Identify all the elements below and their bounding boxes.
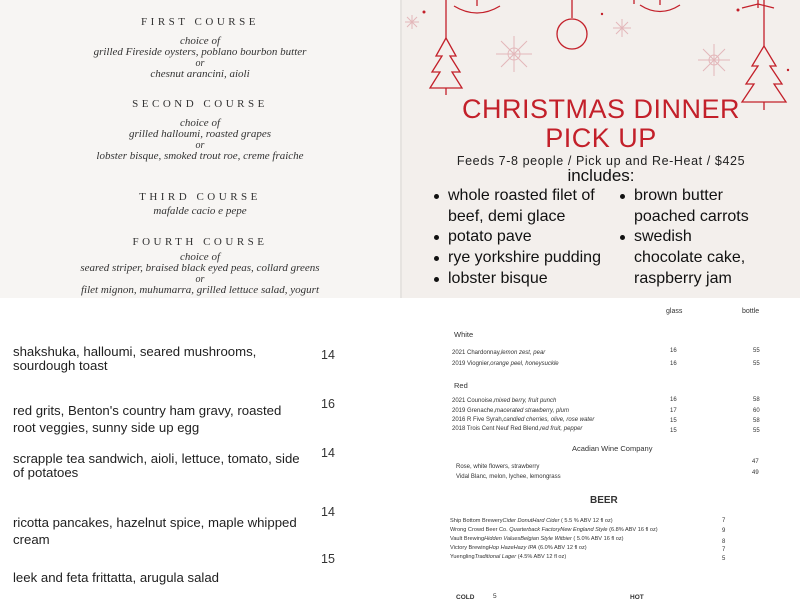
first-course-title: FIRST COURSE [141, 16, 259, 28]
second-course-line: grilled halloumi, roasted grapes [129, 128, 271, 140]
second-course-line: choice of [179, 117, 220, 129]
first-course-line: choice of [179, 35, 220, 47]
beer-brewery: Yuengling [450, 554, 475, 560]
second-course-line: or [195, 140, 205, 151]
bottle-column-header: bottle [742, 308, 760, 315]
second-course-section [0, 98, 400, 162]
brunch-item-price: 14 [321, 348, 335, 362]
wine-notes: mixed berry, fruit punch [494, 398, 557, 404]
ornament-icon [557, 0, 587, 49]
beer-price: 7 [722, 547, 726, 553]
first-course-section [0, 16, 400, 80]
white-wine-label: White [454, 330, 474, 339]
wine-bottle-price: 49 [752, 470, 759, 476]
beer-row [450, 554, 566, 560]
list-item: lobster bisque [434, 269, 614, 290]
drinks-menu-panel [400, 298, 800, 600]
beer-name: Traditional Lager [474, 554, 517, 560]
third-course-section [0, 191, 400, 217]
wine-notes: candied cherries, olive, rose water [503, 417, 595, 423]
wine-name: Vidal Blanc, [456, 474, 488, 480]
beer-details: (6.0% ABV 12 fl oz) [538, 545, 587, 551]
beer-row [450, 518, 613, 524]
snowflake-icon [405, 15, 419, 29]
fourth-course-line: filet mignon, muhumarra, grilled lettuce salad, yogurt [80, 284, 319, 296]
wine-bottle-price: 55 [753, 348, 760, 354]
beer-price: 7 [722, 518, 726, 524]
wine-name: 2019 Viognier, [452, 361, 491, 367]
wine-row [452, 408, 569, 414]
wine-row [452, 426, 582, 432]
ornament-icon [454, 0, 500, 13]
list-item: swedish chocolate cake, raspberry jam [620, 227, 760, 289]
second-course-line: lobster bisque, smoked trout roe, creme fraiche [96, 150, 304, 162]
wine-bottle-price: 58 [753, 397, 760, 403]
ornament-icon [742, 0, 774, 8]
wine-row [452, 417, 594, 423]
wine-bottle-price: 55 [753, 361, 760, 367]
wine-name: 2016 R Five Syrah, [452, 417, 504, 423]
beer-brewery: Wrong Crowd Beer Co. [450, 527, 508, 533]
wine-bottle-price: 55 [753, 428, 760, 434]
christmas-title-line: CHRISTMAS DINNER [461, 94, 740, 124]
beer-details: (6.8% ABV 16 fl oz) [609, 527, 658, 533]
second-course-title: SECOND COURSE [132, 98, 268, 110]
wine-glass-price: 15 [670, 418, 677, 424]
brunch-item-price: 15 [321, 552, 335, 566]
beer-name: Hidden ValuesBelgian Style Witbier [484, 536, 572, 542]
wine-notes: white flowers, strawberry [473, 464, 540, 470]
third-course-line: mafalde cacio e pepe [153, 205, 247, 217]
wine-notes: orange peel, honeysuckle [490, 361, 559, 367]
beer-details: ( 5.5 % ABV 12 fl oz) [561, 518, 613, 524]
wine-notes: red fruit, pepper [540, 426, 583, 432]
beer-brewery: Victory Brewing [450, 545, 489, 551]
beer-price: 5 [722, 556, 726, 562]
beer-price: 8 [722, 539, 726, 545]
fourth-course-line: or [195, 274, 205, 285]
list-item: potato pave [434, 227, 614, 248]
beer-price: 9 [722, 528, 726, 534]
brunch-item-name: ricotta pancakes, hazelnut spice, maple whipped cream [13, 515, 297, 547]
wine-glass-price: 16 [670, 397, 677, 403]
fourth-course-line: seared striper, braised black eyed peas, collard greens [80, 262, 320, 274]
beer-row [450, 545, 587, 551]
brunch-menu-panel [0, 298, 400, 600]
beer-brewery: Ship Bottom Brewery [450, 518, 503, 524]
beer-details: (4.5% ABV 12 fl oz) [517, 554, 567, 560]
christmas-includes-label: includes: [567, 166, 635, 185]
wine-glass-price: 16 [670, 361, 677, 367]
fourth-course-section [0, 236, 400, 296]
first-course-line: grilled Fireside oysters, poblano bourbon butter [93, 46, 307, 58]
wine-name: 2018 Trois Cent Neuf Red Blend, [452, 426, 541, 432]
acadian-wine-label: Acadian Wine Company [572, 444, 653, 453]
wine-notes: macerated strawberry, plum [495, 408, 569, 414]
cold-fragment: 5 [493, 593, 497, 600]
brunch-item-name: leek and feta frittatta, arugula salad [13, 570, 220, 585]
courses-menu-panel [0, 0, 400, 298]
list-item: brown butter poached carrots [620, 186, 760, 227]
red-wine-label: Red [454, 381, 468, 390]
wine-row [456, 474, 561, 480]
christmas-tree-icon [430, 0, 462, 95]
wine-bottle-price: 58 [753, 418, 760, 424]
brunch-item-price: 14 [321, 446, 335, 460]
beer-name: Hop HazeHazy IPA [488, 545, 537, 551]
beer-brewery: Vault Brewing [450, 536, 485, 542]
christmas-title-line: PICK UP [545, 123, 657, 153]
hot-section-title: HOT [630, 594, 644, 600]
brunch-item-price: 16 [321, 397, 335, 411]
snowflake-icon [698, 44, 730, 76]
beer-name: Quarterback FactoryNew England Style [509, 527, 608, 533]
christmas-items-left [434, 186, 614, 290]
fourth-course-title: FOURTH COURSE [132, 236, 268, 248]
wine-name: 2019 Grenache, [452, 408, 496, 414]
wine-glass-price: 15 [670, 428, 677, 434]
wine-notes: melon, lychee, lemongrass [489, 474, 561, 480]
wine-glass-price: 17 [670, 408, 677, 414]
christmas-tree-icon [742, 0, 786, 110]
brunch-item-name: red grits, Benton's country ham gravy, roasted root veggies, sunny side up egg [13, 403, 282, 435]
christmas-pickup-panel [402, 0, 800, 298]
wine-name: 2021 Chardonnay, [452, 350, 501, 356]
christmas-subtitle: Feeds 7-8 people / Pick up and Re-Heat / $425 [456, 154, 746, 168]
beer-details: ( 5.0% ABV 16 fl oz) [573, 536, 624, 542]
wine-name: Rose, [456, 464, 472, 470]
wine-row [456, 464, 539, 470]
wine-row [452, 398, 556, 404]
wine-bottle-price: 60 [753, 408, 760, 414]
beer-name: Cider DonutHard Cider [502, 518, 560, 524]
wine-row [452, 361, 559, 367]
first-course-line: chesnut arancini, aioli [150, 68, 250, 80]
third-course-title: THIRD COURSE [139, 191, 261, 203]
snowflake-icon [496, 36, 532, 72]
beer-row [450, 527, 658, 533]
wine-row [452, 350, 545, 356]
wine-notes: lemon zest, pear [500, 350, 546, 356]
brunch-item-name: scrapple tea sandwich, aioli, lettuce, tomato, side of potatoes [13, 451, 300, 480]
brunch-item-price: 14 [321, 505, 335, 519]
list-item: rye yorkshire pudding [434, 248, 614, 269]
beer-row [450, 536, 623, 542]
star-icon [423, 9, 790, 72]
fourth-course-line: choice of [179, 251, 220, 263]
brunch-item-name: shakshuka, halloumi, seared mushrooms, sourdough toast [13, 344, 257, 373]
cold-section-title: COLD [456, 594, 475, 600]
wine-name: 2021 Counoise, [452, 398, 495, 404]
wine-bottle-price: 47 [752, 459, 759, 465]
ornament-icon [634, 0, 680, 12]
snowflake-icon [613, 19, 631, 37]
glass-column-header: glass [666, 308, 683, 315]
christmas-title [402, 95, 800, 153]
beer-section-title: BEER [590, 495, 618, 506]
christmas-items-right [620, 186, 760, 290]
wine-glass-price: 16 [670, 348, 677, 354]
first-course-line: or [195, 58, 205, 69]
list-item: whole roasted filet of beef, demi glace [434, 186, 614, 227]
